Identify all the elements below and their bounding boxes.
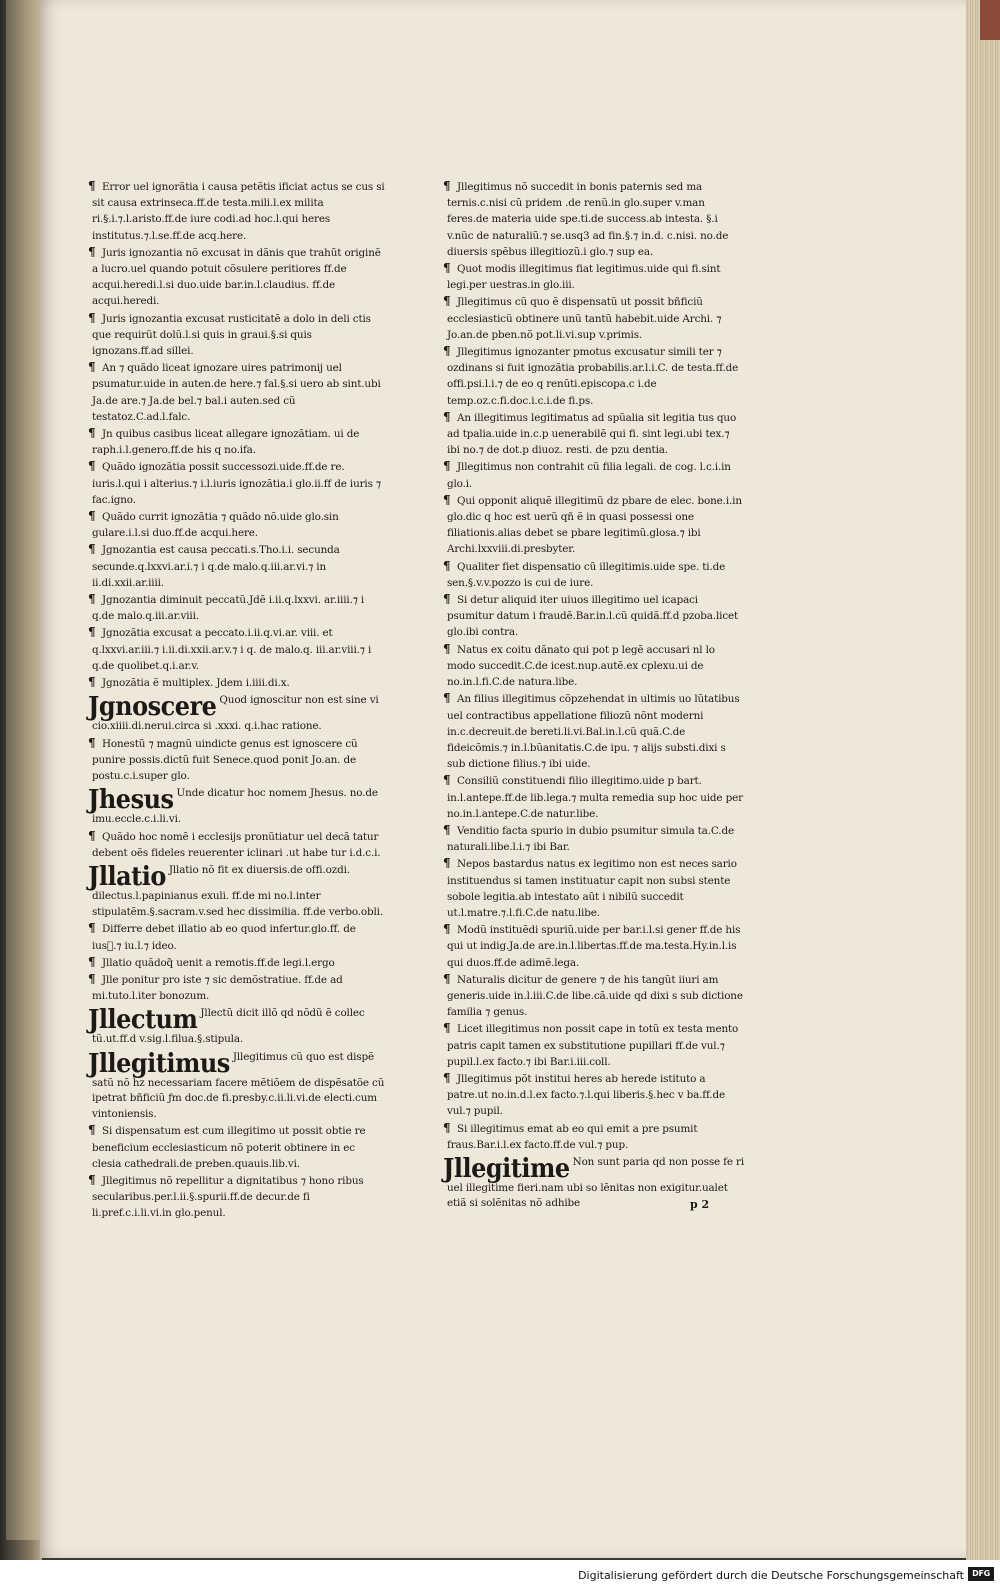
- entry-text: Quot modis illegitimus fiat legitimus.uide qui fi.sint legi.per uestras.in glo.iii.: [447, 263, 721, 292]
- digitization-footer: [0, 1560, 1000, 1589]
- text-entry: [88, 508, 385, 541]
- headword-entry: [88, 782, 385, 828]
- pilcrow-icon: ¶: [88, 735, 96, 750]
- entry-text: Modũ instituẽdi spuriũ.uide per bar.i.l.si gener ff.de his qui ut indig.Ja.de are.in.l.libertas.ff.de ma.testa.Hy.in.l.is qui duos.ff.de adimẽ.lega.: [447, 924, 741, 969]
- headword-text: Jllectũ dicit illõ qd nõdũ ẽ collec tũ.ut.ff.d v.sig.l.filua.§.stipula.: [92, 1007, 365, 1046]
- pilcrow-icon: ¶: [443, 641, 451, 656]
- text-entry: [88, 425, 385, 458]
- entry-text: Si detur aliquid iter uiuos illegitimo uel icapaci psumitur datum i fraudẽ.Bar.in.l.cũ quidã.ff.d pzoba.licet glo.ibi contra.: [447, 594, 739, 639]
- entry-text: Quãdo hoc nomẽ i ecclesijs pronũtiatur uel decã tatur debent oẽs fideles reuerenter iclinari .ut habe tur i.d.c.i.: [92, 830, 381, 860]
- entry-text: Si dispensatum est cum illegitimo ut possit obtie re beneficium ecclesiasticum nõ poterit obtinere in ec clesia cathedrali.de preben.quauis.lib.vi.: [92, 1125, 366, 1170]
- text-entry: [88, 1172, 385, 1222]
- pilcrow-icon: ¶: [88, 244, 96, 259]
- entry-text: Jgnozãtia ẽ multiplex. Jdem i.iiii.di.x.: [102, 677, 290, 690]
- text-entry: [443, 855, 745, 921]
- headword-entry: [88, 689, 385, 735]
- entry-text: Consiliũ constituendi filio illegitimo.uide p bart. in.l.antepe.ff.de lib.lega.⁊ multa remedia sup hoc uide per no.in.l.antepe.C.de natur.libe.: [447, 775, 743, 820]
- entry-text: Qui opponit aliquẽ illegitimũ dz pbare de elec. bone.i.in glo.dic q hoc est uerũ qñ ẽ in quasi possessi one filiationis.alias debet se pbare legitimũ.glosa.⁊ ibi Archi.lxxviii.di.presbyter.: [447, 494, 742, 556]
- pilcrow-icon: ¶: [443, 971, 451, 986]
- text-entry: [443, 458, 745, 491]
- entry-text: Jllegitimus ignozanter pmotus excusatur simili ter ⁊ ozdinans si fuit ignozãtia probabilis.ar.l.i.C. de testa.ff.de offi.psi.l.i.⁊ de eo q renũti.episcopa.c i.de temp.oz.c.fi.doc.i.c.i.de fi.ps.: [447, 346, 739, 407]
- headword: Jllectum: [88, 1002, 198, 1035]
- footer-credit-text: Digitalisierung gefördert durch die Deutsche Forschungsgemeinschaft: [578, 1569, 964, 1582]
- entry-text: Jllegitimus põt institui heres ab herede istituto a patre.ut no.in.d.l.ex facto.⁊.l.qui liberis.§.hec v ba.ff.de vul.⁊ pupil.: [447, 1072, 725, 1118]
- pilcrow-icon: ¶: [443, 261, 451, 276]
- entry-text: Honestũ ⁊ magnũ uindicte genus est ignoscere cũ punire possis.dictũ fuit Senece.quod ponit Jo.an. de postu.c.i.super glo.: [92, 737, 358, 783]
- headword-text: Jllatio nõ fit ex diuersis.de offi.ozdi. dilectus.l.papinianus exuli. ff.de mi no.l.inter stipulatẽm.§.sacram.v.sed hec dissimilia. ff.de verbo.obli.: [92, 864, 384, 918]
- entry-text: Jllegitimus nõ succedit in bonis paternis sed ma ternis.c.nisi cũ pridem .de renũ.in glo.super v.man feres.de materia uide spe.ti.de success.ab intesta. §.i v.nũc de naturaliũ.⁊ se.usq3 ad fin.§.⁊ in.d. c.nisi. no.de diuersis spẽbus illegitiozũ.i glo.⁊ sup ea.: [447, 181, 729, 258]
- text-entry: [88, 591, 385, 624]
- text-entry: [88, 178, 385, 244]
- text-entry: [443, 260, 745, 293]
- pilcrow-icon: ¶: [443, 409, 451, 424]
- text-entry: [443, 1120, 745, 1153]
- pilcrow-icon: ¶: [443, 492, 451, 507]
- pilcrow-icon: ¶: [88, 1172, 96, 1187]
- pilcrow-icon: ¶: [443, 856, 451, 871]
- pilcrow-icon: ¶: [88, 179, 96, 193]
- pilcrow-icon: ¶: [443, 1021, 451, 1036]
- headword-text: Unde dicatur hoc nomem Jhesus. no.de imu.eccle.c.i.li.vi.: [92, 787, 378, 826]
- text-entry: [88, 920, 385, 953]
- text-entry: [88, 624, 385, 674]
- text-entry: [88, 954, 385, 971]
- right-text-column: [443, 178, 745, 1212]
- text-entry: [88, 1122, 385, 1172]
- text-entry: [443, 293, 745, 343]
- text-entry: [443, 822, 745, 855]
- text-entry: [443, 558, 745, 591]
- text-entry: [443, 971, 745, 1021]
- text-entry: [443, 772, 745, 822]
- pilcrow-icon: ¶: [443, 294, 451, 309]
- entry-text: Quãdo currit ignozãtia ⁊ quãdo nõ.uide glo.sin gulare.i.l.si duo.ff.de acqui.here.: [92, 511, 339, 540]
- entry-text: Jlle ponitur pro iste ⁊ sic demõstratiue. ff.de ad mi.tuto.l.iter bonozum.: [92, 973, 343, 1003]
- pilcrow-icon: ¶: [88, 360, 96, 375]
- pilcrow-icon: ¶: [88, 675, 96, 690]
- text-entry: [443, 690, 745, 772]
- entry-text: An illegitimus legitimatus ad spũalia sit legitia tus quo ad tpalia.uide in.c.p uenerabilẽ qui fi. sint legi.ubi tex.⁊ ibi no.⁊ de dot.p diuoz. resti. de pzu dentia.: [447, 411, 737, 457]
- entry-text: Jllegitimus nõ repellitur a dignitatibus ⁊ hono ribus secularibus.per.l.ii.§.spurii.ff.de decur.de fi li.pref.c.i.li.vi.in glo.penul.: [92, 1174, 364, 1220]
- facing-page-edge: [6, 0, 43, 1540]
- dfg-logo-icon: DFG: [968, 1567, 994, 1581]
- headword-entry: [88, 1046, 385, 1123]
- entry-text: Jllegitimus non contrahit cũ filia legali. de cog. l.c.i.in glo.i.: [447, 461, 731, 490]
- pilcrow-icon: ¶: [443, 344, 451, 359]
- entry-text: Juris ignozantia nõ excusat in dãnis que trahũt originẽ a lucro.uel quando potuit cõsulere peritiores ff.de acqui.heredi.l.si duo.uide bar.in.l.claudius. ff.de acqui.heredi.: [92, 246, 381, 308]
- left-text-column: [88, 178, 385, 1222]
- text-entry: [88, 310, 385, 360]
- pilcrow-icon: ¶: [88, 509, 96, 524]
- text-entry: [88, 828, 385, 861]
- pilcrow-icon: ¶: [88, 542, 96, 557]
- entry-text: Jn quibus casibus liceat allegare ignozãtiam. ui de raph.i.l.genero.ff.de his q no.ifa.: [92, 428, 360, 457]
- pilcrow-icon: ¶: [443, 179, 451, 193]
- entry-text: Differre debet illatio ab eo quod infertur.glo.ff. de iusᷓ.⁊ iu.l.⁊ ideo.: [92, 923, 356, 952]
- text-entry: [443, 641, 745, 691]
- headword: Jhesus: [88, 782, 174, 815]
- entry-text: Jllegitimus cũ quo ẽ dispensatũ ut possit bñficiũ ecclesiasticũ obtinere unũ tantũ habebit.uide Archi. ⁊ Jo.an.de pben.nõ pot.li.vi.sup v.primis.: [447, 296, 722, 341]
- pilcrow-icon: ¶: [443, 822, 451, 837]
- entry-text: Natus ex coitu dãnato qui pot p legẽ accusari nl lo modo succedit.C.de icest.nup.autẽ.ex cplexu.ui de no.in.l.fi.C.de natura.libe.: [447, 643, 715, 689]
- pilcrow-icon: ¶: [443, 922, 451, 937]
- headword: Jllegitimus: [88, 1046, 230, 1079]
- entry-text: Jllatio quãdoq̃ uenit a remotis.ff.de legi.l.ergo: [102, 956, 335, 969]
- text-entry: [443, 921, 745, 971]
- text-entry: [88, 244, 385, 310]
- pilcrow-icon: ¶: [443, 558, 451, 573]
- entry-text: Jgnozãtia excusat a peccato.i.ii.q.vi.ar. viii. et q.lxxvi.ar.iii.⁊ i.ii.di.xxii.ar.v.⁊ i q. de malo.q. iii.ar.viii.⁊ i q.de quolibet.q.i.ar.v.: [92, 627, 372, 672]
- pilcrow-icon: ¶: [88, 954, 96, 969]
- text-entry: [443, 492, 745, 558]
- entry-text: Juris ignozantia excusat rusticitatẽ a dolo in deli ctis que requirũt dolũ.l.si quis in graui.§.si quis ignozans.ff.ad sillei.: [92, 312, 371, 358]
- pilcrow-icon: ¶: [88, 828, 96, 843]
- entry-text: Error uel ignorãtia i causa petẽtis ificiat actus se cus si sit causa extrinseca.ff.de testa.mili.l.ex milita ri.§.i.⁊.l.aristo.ff.de iure codi.ad hoc.l.qui heres institutus.⁊.l.se.ff.de acq.here.: [92, 181, 385, 242]
- headword-text: Non sunt paria qd non posse fe ri uel illegitime fieri.nam ubi so lẽnitas non exigitur.ualet etiã si solẽnitas nõ adhibe: [447, 1155, 745, 1210]
- pilcrow-icon: ¶: [88, 625, 96, 640]
- entry-text: Licet illegitimus non possit cape in totũ ex testa mento patris capit tamen ex substitutione pupillari ff.de vul.⁊ pupil.l.ex facto.⁊ ibi Bar.i.iii.coll.: [447, 1023, 739, 1068]
- text-entry: [88, 359, 385, 425]
- pilcrow-icon: ¶: [88, 971, 96, 986]
- pilcrow-icon: ¶: [443, 459, 451, 474]
- headword-entry: [88, 1002, 385, 1048]
- text-entry: [443, 1070, 745, 1120]
- entry-text: Quãdo ignozãtia possit successozi.uide.ff.de re. iuris.l.qui i alterius.⁊ i.l.iuris ignozãtia.i glo.ii.ff de iuris ⁊ fac.igno.: [92, 461, 381, 506]
- text-entry: [443, 1020, 745, 1070]
- pilcrow-icon: ¶: [443, 1120, 451, 1135]
- headword: Jllegitime: [443, 1151, 570, 1184]
- entry-text: Jgnozantia diminuit peccatũ.Jdẽ i.ii.q.lxxvi. ar.iiii.⁊ i q.de malo.q.iii.ar.viii.: [92, 594, 365, 623]
- entry-text: Venditio facta spurio in dubio psumitur simula ta.C.de naturali.libe.l.i.⁊ ibi Bar.: [447, 824, 734, 854]
- pilcrow-icon: ¶: [88, 459, 96, 474]
- text-entry: [88, 458, 385, 508]
- text-entry: [443, 178, 745, 260]
- headword-entry: [88, 859, 385, 920]
- text-entry: [443, 343, 745, 409]
- signature-mark: p 2: [690, 1198, 710, 1211]
- headword: Jgnoscere: [88, 689, 217, 722]
- entry-text: Qualiter fiet dispensatio cũ illegitimis.uide spe. ti.de sen.§.v.v.pozzo is cui de iure.: [447, 560, 726, 589]
- text-entry: [443, 409, 745, 459]
- entry-text: An filius illegitimus cõpzehendat in ultimis uo lũtatibus uel contractibus appellatione filiozũ nõnt moderni in.c.decreuit.de bereti.li.vi.Bal.in.l.cũ quã.C.de fideicõmis.⁊ in.l.bũanitatis.C.de ipu. ⁊ alijs substi.dixi s sub dictione filius.⁊ ibi uide.: [447, 693, 740, 771]
- pilcrow-icon: ¶: [88, 1123, 96, 1138]
- entry-text: Naturalis dicitur de genere ⁊ de his tangũt iiuri am generis.uide in.l.iii.C.de libe.cã.uide qd dixi s sub dictione familia ⁊ genus.: [447, 973, 743, 1019]
- pilcrow-icon: ¶: [443, 592, 451, 607]
- headword: Jllatio: [88, 859, 166, 892]
- pilcrow-icon: ¶: [88, 921, 96, 936]
- entry-text: Jgnozantia est causa peccati.s.Tho.i.i. secunda secunde.q.lxxvi.ar.i.⁊ i q.de malo.q.iii.ar.vi.⁊ in ii.di.xxii.ar.iiii.: [92, 544, 340, 589]
- pilcrow-icon: ¶: [443, 691, 451, 706]
- headword-text: Jllegitimus cũ quo est dispẽ satũ nõ hz necessariam facere mẽtiõem de dispẽsatõe cũ ipetrat bñficiũ ƒm doc.de fi.presby.c.ii.li.vi.de electi.cum vintoniensis.: [92, 1050, 385, 1120]
- page-stack-edges: [966, 0, 1000, 1560]
- pilcrow-icon: ¶: [443, 773, 451, 788]
- pilcrow-icon: ¶: [88, 310, 96, 325]
- headword-text: Quod ignoscitur non est sine vi cio.xiiii.di.nerui.circa si .xxxi. q.i.hac ratione.: [92, 694, 379, 733]
- entry-text: Si illegitimus emat ab eo qui emit a pre psumit fraus.Bar.i.l.ex facto.ff.de vul.⁊ pup.: [447, 1122, 698, 1151]
- text-entry: [88, 971, 385, 1004]
- text-entry: [88, 735, 385, 785]
- text-entry: [443, 591, 745, 641]
- pilcrow-icon: ¶: [88, 592, 96, 607]
- pilcrow-icon: ¶: [88, 426, 96, 441]
- entry-text: Nepos bastardus natus ex legitimo non est neces sario instituendus si tamen instituatur capit non subsi stente sobole legitia.ab intestato aũt i nibilũ succedit ut.l.matre.⁊.l.fi.C.de natu.libe.: [447, 858, 737, 919]
- text-entry: [88, 541, 385, 591]
- entry-text: An ⁊ quãdo liceat ignozare uires patrimonij uel psumatur.uide in auten.de here.⁊ fal.§.si uero ab sint.ubi Ja.de are.⁊ Ja.de bel.⁊ bal.i auten.sed cũ testatoz.C.ad.l.falc.: [92, 362, 381, 423]
- pilcrow-icon: ¶: [443, 1070, 451, 1085]
